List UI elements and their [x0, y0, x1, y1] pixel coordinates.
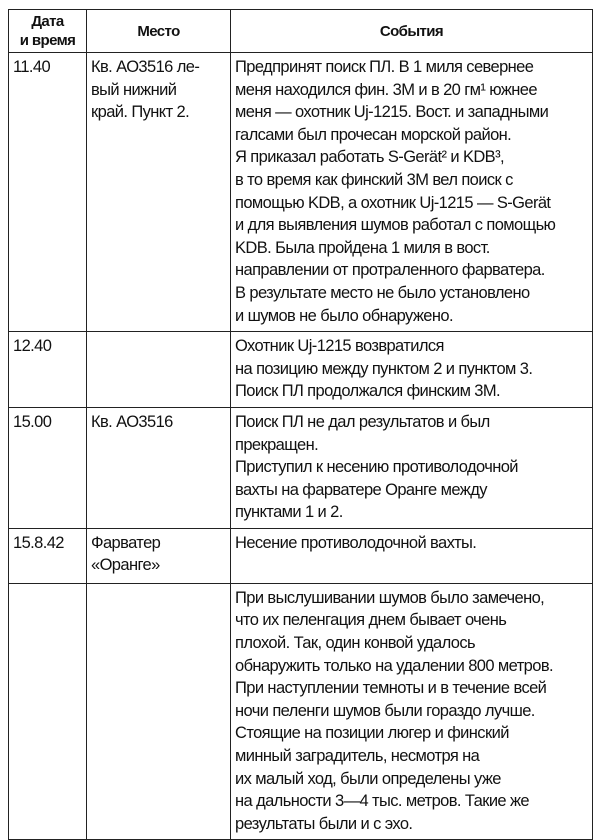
header-row — [9, 10, 593, 53]
cell-events: Предпринят поиск ПЛ. В 1 миля севернее меня находился фин. 3М и в 20 гм¹ южнее меня — охотник Uj-1215. Вост. и западными галсами был прочесан морской район. Я приказал работать S-Gerät² и KDB³, в то время как финский 3М вел поиск с помощью KDB, а охотник Uj-1215 — S-Gerät и для выявления шумов работал с помощью KDB. Была пройдена 1 миля в вост. направлении от протраленного фарватера. В результате место не было установлено и шумов не было обнаружено. — [231, 53, 593, 332]
cell-events: При выслушивании шумов было замечено, что их пеленгация днем бывает очень плохой. Так, один конвой удалось обнаружить только на удалении 800 метров. При наступлении темноты и в течение всей ночи пеленги шумов были гораздо лучше. Стоящие на позиции люгер и финский минный заградитель, несмотря на их малый ход, были определены уже на дальности 3—4 тыс. метров. Такие же результаты были и с эхо. — [231, 583, 593, 840]
war-diary-table — [8, 9, 593, 840]
header-place: Место — [87, 10, 231, 53]
cell-events: Охотник Uj-1215 возвратился на позицию между пунктом 2 и пунктом 3. Поиск ПЛ продолжался финским 3М. — [231, 332, 593, 408]
cell-events: Несение противолодочной вахты. — [231, 528, 593, 583]
cell-time: 12.40 — [9, 332, 87, 408]
cell-place — [87, 583, 231, 840]
cell-place: Кв. АО3516 — [87, 407, 231, 528]
cell-time: 11.40 — [9, 53, 87, 332]
cell-events: Поиск ПЛ не дал результатов и был прекращен. Приступил к несению противолодочной вахты на фарватере Оранге между пунктами 1 и 2. — [231, 407, 593, 528]
cell-time: 15.8.42 — [9, 528, 87, 583]
cell-time — [9, 583, 87, 840]
header-date-time: Дата и время — [9, 10, 87, 53]
cell-place: Кв. АО3516 ле- вый нижний край. Пункт 2. — [87, 53, 231, 332]
table-row — [9, 53, 593, 332]
table-row — [9, 583, 593, 840]
cell-place: Фарватер «Оранге» — [87, 528, 231, 583]
table-row — [9, 332, 593, 408]
table-row — [9, 407, 593, 528]
header-events: События — [231, 10, 593, 53]
cell-time: 15.00 — [9, 407, 87, 528]
cell-place — [87, 332, 231, 408]
table-row — [9, 528, 593, 583]
